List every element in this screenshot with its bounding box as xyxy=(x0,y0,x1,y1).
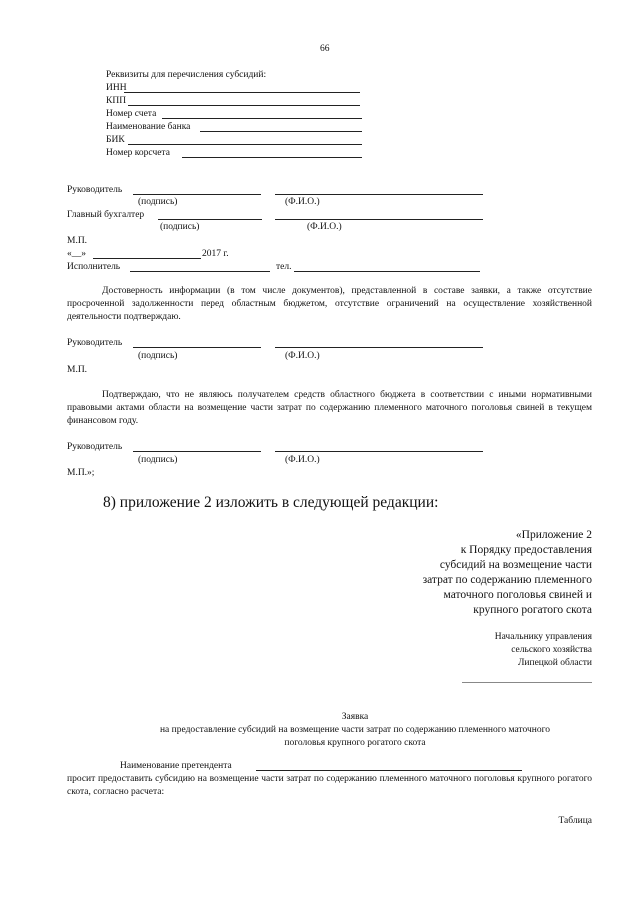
application-title: Заявка xyxy=(341,712,369,722)
field-bank-label: Наименование банка xyxy=(106,122,191,132)
phone-label: тел. xyxy=(276,262,292,272)
executor-label: Исполнитель xyxy=(67,262,121,272)
head-fio-line-3[interactable] xyxy=(275,451,483,452)
addressee-block xyxy=(495,631,592,670)
stamp-label-2: М.П. xyxy=(67,365,88,375)
appendix-line-3: субсидий на возмещение части xyxy=(439,559,592,571)
signature-hint-4: (подпись) xyxy=(138,455,178,465)
applicant-label: Наименование претендента xyxy=(120,761,232,771)
confirmation-text-2: Подтверждаю, что не являюсь получателем средств областного бюджета в соответствии с иными нормативными правовыми актами области на возмещение части затрат по содержанию племенного маточного поголовья свиней в текущем финансовом году. xyxy=(67,390,592,426)
fio-hint-3: (Ф.И.О.) xyxy=(285,351,320,361)
field-inn-label: ИНН xyxy=(106,83,127,93)
head-fio-line-2[interactable] xyxy=(275,347,483,348)
field-inn-line[interactable] xyxy=(124,92,360,93)
head-signature-line[interactable] xyxy=(133,194,261,195)
accountant-fio-line[interactable] xyxy=(275,219,483,220)
page-number: 66 xyxy=(320,44,330,54)
requisites-title: Реквизиты для перечисления субсидий: xyxy=(106,70,267,80)
applicant-line[interactable] xyxy=(256,770,522,771)
appendix-line-1: «Приложение 2 xyxy=(515,529,592,541)
addressee-line-1: Начальнику управления xyxy=(494,632,592,642)
appendix-line-4: затрат по содержанию племенного xyxy=(422,574,592,586)
appendix-block xyxy=(423,528,592,618)
head-label-2: Руководитель xyxy=(67,338,123,348)
phone-line[interactable] xyxy=(294,271,480,272)
head-signature-line-3[interactable] xyxy=(133,451,261,452)
fio-hint: (Ф.И.О.) xyxy=(285,197,320,207)
signature-hint-2: (подпись) xyxy=(160,222,200,232)
field-bik-line[interactable] xyxy=(128,144,362,145)
addressee-line-2: сельского хозяйства xyxy=(511,645,592,655)
field-bik-label: БИК xyxy=(106,135,125,145)
appendix-line-5: маточного поголовья свиней и xyxy=(443,589,592,601)
head-label: Руководитель xyxy=(67,185,123,195)
field-corr-label: Номер корсчета xyxy=(106,148,170,158)
appendix-line-2: к Порядку предоставления xyxy=(460,544,592,556)
request-text: просит предоставить субсидию на возмещение части затрат по содержанию племенного маточного поголовья крупного рогатого скота, согласно расчета: xyxy=(67,774,592,797)
field-corr-line[interactable] xyxy=(182,157,362,158)
amendment-heading: 8) приложение 2 изложить в следующей редакции: xyxy=(103,494,439,511)
signature-hint-3: (подпись) xyxy=(138,351,178,361)
field-kpp-label: КПП xyxy=(106,96,127,106)
field-account-label: Номер счета xyxy=(106,109,157,119)
head-signature-line-2[interactable] xyxy=(133,347,261,348)
executor-line[interactable] xyxy=(130,271,270,272)
date-line[interactable] xyxy=(93,258,201,259)
signature-hint: (подпись) xyxy=(138,197,178,207)
accountant-label: Главный бухгалтер xyxy=(67,210,145,220)
stamp-label-3: М.П.»; xyxy=(67,468,95,478)
application-subtitle-1: на предоставление субсидий на возмещение части затрат по содержанию племенного маточного xyxy=(159,725,551,735)
addressee-line-3: Липецкой области xyxy=(517,658,592,668)
date-prefix: «__» xyxy=(67,249,86,259)
fio-hint-2: (Ф.И.О.) xyxy=(307,222,342,232)
head-label-3: Руководитель xyxy=(67,442,123,452)
application-subtitle-2: поголовья крупного рогатого скота xyxy=(284,738,426,748)
fio-hint-4: (Ф.И.О.) xyxy=(285,455,320,465)
confirmation-text-1: Достоверность информации (в том числе документов), представленной в составе заявки, а также отсутствие просроченной задолженности перед областным бюджетом, отсутствие ограничений на осуществление хозяйственной деятельности подтверждаю. xyxy=(67,286,592,322)
appendix-line-6: крупного рогатого скота xyxy=(473,604,592,616)
field-account-line[interactable] xyxy=(162,118,362,119)
head-fio-line[interactable] xyxy=(275,194,483,195)
field-kpp-line[interactable] xyxy=(128,105,360,106)
date-suffix: 2017 г. xyxy=(202,249,229,259)
stamp-label: М.П. xyxy=(67,236,88,246)
table-label: Таблица xyxy=(558,816,592,826)
accountant-signature-line[interactable] xyxy=(158,219,262,220)
field-bank-line[interactable] xyxy=(200,131,362,132)
addressee-line[interactable] xyxy=(462,682,592,683)
